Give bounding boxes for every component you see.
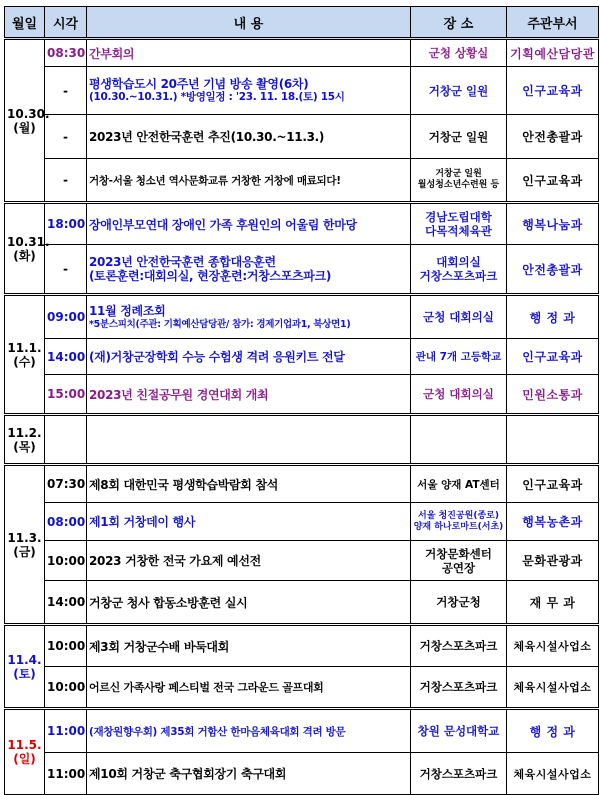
time-cell: 08:00: [45, 503, 87, 541]
time-cell: 18:00: [45, 203, 87, 245]
place-cell: [411, 203, 507, 245]
dept-cell: 인구교육과: [507, 67, 599, 115]
time-cell: 14:00: [45, 339, 87, 375]
place-main: 거창군 일원: [435, 169, 482, 179]
place-sub: 거창스포츠파크: [419, 269, 498, 283]
content-cell: [87, 245, 411, 295]
place-main: 경남도립대학: [425, 210, 492, 224]
header-content: 내 용: [87, 7, 411, 39]
place-cell: 서울 양재 AT센터: [411, 465, 507, 503]
place-cell: [411, 159, 507, 203]
dept-cell: 체육시설사업소: [507, 753, 599, 795]
weekday-label: (토): [13, 666, 36, 681]
table-row: [5, 39, 599, 67]
dept-cell: [507, 415, 599, 465]
table-row: [5, 159, 599, 203]
table-row: [5, 203, 599, 245]
place-cell: 군청 상황실: [411, 39, 507, 67]
content-cell: 2023년 안전한국훈련 추진(10.30.~11.3.): [87, 115, 411, 159]
place-main: 서울 청진공원(종로): [418, 510, 499, 521]
date-cell: [5, 203, 50, 295]
time-cell: 10:00: [45, 667, 87, 709]
date-cell: [5, 465, 45, 625]
schedule-table: [4, 6, 599, 795]
place-main: 거창문화센터: [425, 546, 492, 561]
content-cell: 거창-서울 청소년 역사문화교류 거창한 거창에 매료되다!: [87, 159, 411, 203]
content-cell: 장애인부모연대 장애인 가족 후원인의 어울림 한마당: [87, 203, 411, 245]
time-cell: 15:00: [45, 375, 87, 415]
time-cell: 08:30: [45, 39, 87, 67]
time-cell: -: [45, 245, 87, 295]
header-place: 장 소: [411, 7, 507, 39]
content-cell: 제10회 거창군 축구협회장기 축구대회: [87, 753, 411, 795]
dept-cell: 문화관광과: [507, 541, 599, 581]
time-cell: 11:00: [45, 753, 87, 795]
header-time: 시각: [45, 7, 87, 39]
dept-cell: 행복농촌과: [507, 503, 599, 541]
place-cell: 창원 문성대학교: [411, 709, 507, 753]
weekday-label: (월): [13, 120, 36, 135]
time-cell: 10:00: [45, 541, 87, 581]
content-sub: *5분스피치(주관: 기획예산담당관/ 참가: 경제기업과1, 북상면1): [89, 318, 351, 330]
dept-cell: 재 무 과: [507, 581, 599, 625]
content-main: 11월 정례조회: [89, 303, 166, 318]
place-sub: 양재 하나로마트(서초): [413, 521, 504, 532]
place-sub: 공연장: [441, 560, 476, 575]
date-label: 11.5.: [7, 738, 42, 752]
time-cell: 09:00: [45, 295, 87, 339]
content-cell: 제3회 거창군수배 바둑대회: [87, 625, 411, 667]
table-row: [5, 245, 599, 295]
place-main: 대회의실: [436, 255, 481, 269]
content-main: 평생학습도시 20주년 기념 방송 촬영(6차): [89, 77, 309, 91]
date-label: 11.3.: [7, 530, 42, 545]
dept-cell: 인구교육과: [507, 339, 599, 375]
place-cell: 관내 7개 고등학교: [411, 339, 507, 375]
place-cell: 거창군 일원: [411, 67, 507, 115]
weekday-label: (금): [13, 544, 36, 559]
time-cell: 11:00: [45, 709, 87, 753]
content-cell: [87, 295, 411, 339]
table-row: [5, 541, 599, 581]
dept-cell: 행 정 과: [507, 709, 599, 753]
time-cell: 14:00: [45, 581, 87, 625]
dept-cell: 안전총괄과: [507, 115, 599, 159]
table-row: [5, 339, 599, 375]
content-cell: [87, 67, 411, 115]
dept-cell: 인구교육과: [507, 465, 599, 503]
table-row: [5, 625, 599, 667]
dept-cell: 기획예산담당관: [507, 39, 599, 67]
table-row: [5, 67, 599, 115]
content-cell: 어르신 가족사랑 페스티벌 전국 그라운드 골프대회: [87, 667, 411, 709]
content-main: 2023년 안전한국훈련 종합대응훈련: [89, 255, 276, 269]
place-cell: 거창군 일원: [411, 115, 507, 159]
place-sub: 월성청소년수련원 등: [417, 180, 500, 190]
date-cell: [5, 709, 45, 795]
date-cell: [5, 415, 45, 465]
table-row: [5, 465, 599, 503]
dept-cell: 안전총괄과: [507, 245, 599, 295]
content-cell: 제1회 거창데이 행사: [87, 503, 411, 541]
content-sub: (토론훈련:대회의실, 현장훈련:거창스포츠파크): [89, 269, 332, 283]
content-cell: 제8회 대한민국 평생학습박람회 참석: [87, 465, 411, 503]
content-cell: [87, 415, 411, 465]
content-cell: 간부회의: [87, 39, 411, 67]
dept-cell: 행 정 과: [507, 295, 599, 339]
dept-cell: 행복나눔과: [507, 203, 599, 245]
place-cell: [411, 415, 507, 465]
place-cell: [411, 541, 507, 581]
date-cell: [5, 39, 50, 203]
weekday-label: (일): [13, 752, 36, 766]
place-cell: 거창스포츠파크: [411, 753, 507, 795]
place-sub: 다목적체육관: [425, 224, 492, 238]
header-date: 월일: [5, 7, 45, 39]
place-cell: 거창스포츠파크: [411, 625, 507, 667]
time-cell: -: [45, 115, 87, 159]
date-label: 11.2.: [7, 425, 42, 440]
time-cell: 07:30: [45, 465, 87, 503]
date-cell: [5, 625, 45, 709]
place-cell: 거창군청: [411, 581, 507, 625]
place-cell: 거창스포츠파크: [411, 667, 507, 709]
date-label: 11.1.: [7, 340, 42, 355]
content-sub: (10.30.~10.31.) *방영일정 : '23. 11. 18.(토) 15시: [89, 91, 345, 103]
date-label: 10.31.: [7, 234, 50, 249]
content-cell: 거창군 청사 합동소방훈련 실시: [87, 581, 411, 625]
time-cell: -: [45, 159, 87, 203]
content-cell: 2023년 친절공무원 경연대회 개최: [87, 375, 411, 415]
weekday-label: (목): [13, 439, 36, 454]
header-dept: 주관부서: [507, 7, 599, 39]
table-row: [5, 375, 599, 415]
weekday-label: (수): [13, 354, 36, 369]
dept-cell: 체육시설사업소: [507, 625, 599, 667]
table-row: [5, 667, 599, 709]
dept-cell: 민원소통과: [507, 375, 599, 415]
header-row: [5, 7, 599, 39]
weekday-label: (화): [13, 248, 36, 263]
date-cell: [5, 295, 45, 415]
date-label: 11.4.: [7, 652, 42, 667]
time-cell: -: [45, 67, 87, 115]
table-row: [5, 415, 599, 465]
content-cell: (재)거창군장학회 수능 수험생 격려 응원키트 전달: [87, 339, 411, 375]
dept-cell: 체육시설사업소: [507, 667, 599, 709]
dept-cell: 인구교육과: [507, 159, 599, 203]
table-row: [5, 709, 599, 753]
place-cell: 군청 대회의실: [411, 295, 507, 339]
time-cell: 10:00: [45, 625, 87, 667]
table-row: [5, 295, 599, 339]
date-label: 10.30.: [7, 106, 50, 121]
place-cell: 군청 대회의실: [411, 375, 507, 415]
table-row: [5, 503, 599, 541]
place-cell: [411, 503, 507, 541]
table-row: [5, 581, 599, 625]
place-cell: [411, 245, 507, 295]
time-cell: [45, 415, 87, 465]
content-cell: (재창원향우회) 제35회 거함산 한마음체육대회 격려 방문: [87, 709, 411, 753]
table-row: [5, 115, 599, 159]
content-cell: 2023 거창한 전국 가요제 예선전: [87, 541, 411, 581]
table-row: [5, 753, 599, 795]
